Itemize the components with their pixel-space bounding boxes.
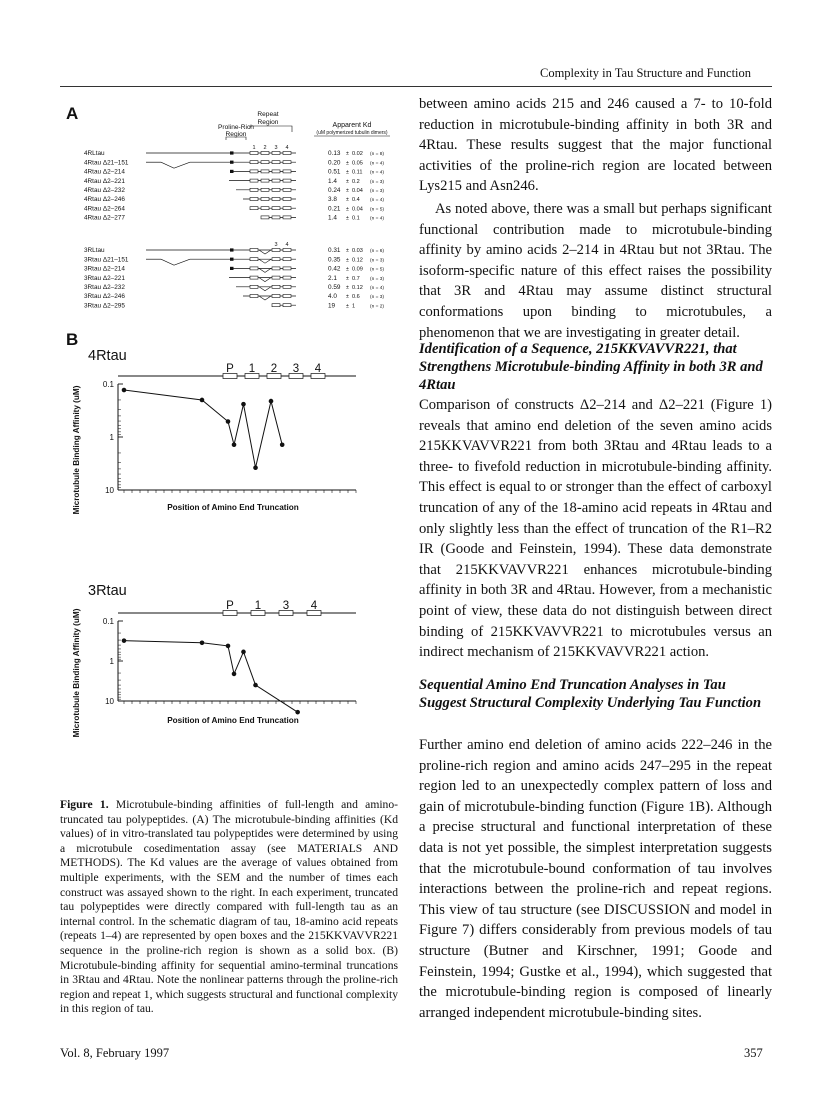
panel-a-letter: A — [66, 104, 79, 123]
chart-title: 3Rtau — [88, 583, 127, 599]
construct-diagram — [229, 179, 296, 182]
panel-b-letter: B — [66, 330, 79, 349]
kd-value: 19 — [328, 302, 336, 310]
y-tick-label: 0.1 — [102, 380, 114, 389]
data-point — [122, 638, 127, 643]
construct-name: 3Rtau Δ2–232 — [84, 284, 125, 291]
kd-plus-minus: ± — [346, 285, 349, 291]
data-point — [200, 398, 205, 403]
y-tick-label: 1 — [109, 433, 114, 442]
kd-value: 3.8 — [328, 196, 337, 204]
region-label: 4 — [310, 600, 318, 612]
kd-n: (n = 5) — [370, 207, 384, 213]
y-tick-label: 10 — [105, 486, 114, 495]
kd-sem: 0.09 — [352, 266, 363, 273]
construct-diagram — [146, 258, 296, 266]
y-tick-label: 0.1 — [102, 617, 114, 626]
data-point — [253, 465, 258, 470]
repeat-number: 4 — [285, 242, 289, 248]
header-rule — [60, 86, 772, 87]
kd-n: (n = 3) — [370, 258, 384, 264]
kd-plus-minus: ± — [346, 151, 349, 158]
data-point — [200, 640, 205, 645]
x-axis-label: Position of Amino End Truncation — [167, 716, 299, 725]
chart-title: 4Rtau — [88, 348, 127, 364]
construct-name: 4Rtau Δ2–246 — [84, 196, 125, 204]
data-point — [295, 710, 300, 715]
kd-value: 4.0 — [328, 293, 337, 301]
kd-sem: 0.6 — [352, 294, 360, 301]
construct-name: 4Rtau Δ2–264 — [84, 205, 125, 213]
kd-plus-minus: ± — [346, 266, 349, 273]
repeat-number: 1 — [252, 145, 256, 151]
kd-n: (n = 3) — [370, 179, 384, 185]
kd-sem: 0.05 — [352, 160, 363, 167]
kd-sem: 0.1 — [352, 215, 360, 222]
kd-sem: 0.04 — [352, 206, 363, 213]
kd-n: (n = 4) — [370, 198, 384, 204]
data-point — [280, 442, 285, 447]
paragraph-2: As noted above, there was a small but perhaps significant functional contribution made to microtubule-binding affinity by amino acids 2–214 in 4Rtau but not 3Rtau. The isoform-specific nature of this effect raises the possibility that 3R and 4Rtau may assume distinct structural conformations upon binding to microtubules, a phenomenon that we are investigating in greater detail. — [419, 200, 772, 341]
y-axis-label: Microtubule Binding Affinity (uM) — [72, 608, 81, 738]
construct-diagram — [243, 295, 296, 301]
kd-n: (n = 3) — [370, 276, 384, 282]
repeat-region-label-2: Region — [257, 119, 279, 126]
region-label: 1 — [254, 600, 262, 612]
kd-n: (n = 4) — [370, 161, 384, 167]
kd-plus-minus: ± — [346, 275, 349, 282]
paragraph-4 — [419, 735, 772, 1023]
kd-n: (n = 8) — [370, 152, 384, 158]
paragraph-3 — [419, 395, 772, 663]
data-point — [241, 402, 246, 407]
kd-value: 0.24 — [328, 187, 341, 194]
figure-caption — [60, 798, 398, 1017]
repeat-number: 2 — [263, 145, 267, 151]
data-point — [232, 672, 237, 677]
kd-sem: 1 — [352, 303, 356, 310]
data-point — [241, 650, 246, 655]
kd-plus-minus: ± — [346, 303, 349, 310]
construct-diagram — [146, 248, 296, 254]
data-point — [253, 683, 258, 688]
kd-sem: 0.12 — [352, 285, 363, 291]
construct-diagram — [146, 151, 296, 154]
construct-diagram — [230, 267, 296, 273]
section-heading-2: Sequential Amino End Truncation Analyses in Tau Suggest Structural Complexity Underlying Tau Function — [419, 677, 762, 711]
kd-value: 0.20 — [328, 159, 341, 167]
y-tick-label: 1 — [109, 657, 114, 666]
kd-sem: 0.11 — [352, 169, 363, 176]
construct-name: 4Rtau Δ21–151 — [84, 159, 129, 167]
right-column — [419, 94, 772, 343]
data-point — [226, 644, 231, 649]
kd-value: 0.51 — [328, 168, 341, 176]
repeat-number: 4 — [285, 145, 289, 151]
kd-plus-minus: ± — [346, 197, 349, 204]
page-number: 357 — [744, 1046, 763, 1060]
repeat-region-label: Repeat — [257, 111, 279, 118]
region-label: 3 — [282, 600, 290, 612]
kd-n: (n = 4) — [370, 170, 384, 176]
data-point — [232, 442, 237, 447]
construct-name: 3Rtau Δ2–246 — [84, 293, 125, 301]
kd-plus-minus: ± — [346, 160, 349, 167]
kd-value: 1.4 — [328, 214, 337, 222]
region-label: 4 — [314, 363, 322, 375]
kd-value: 0.35 — [328, 256, 341, 264]
y-axis-label: Microtubule Binding Affinity (uM) — [72, 385, 81, 515]
kd-sem: 0.03 — [352, 248, 363, 255]
construct-name: 4Rtau Δ2–232 — [84, 187, 125, 194]
region-label: 2 — [270, 363, 278, 375]
kd-plus-minus: ± — [346, 215, 349, 222]
kd-plus-minus: ± — [346, 178, 349, 185]
construct-name: 4RLtau — [84, 150, 105, 158]
kd-value: 2.1 — [328, 274, 337, 282]
construct-name: 3RLtau — [84, 247, 105, 255]
construct-name: 4Rtau Δ2–277 — [84, 214, 125, 222]
kd-plus-minus: ± — [346, 248, 349, 255]
kd-value: 0.59 — [328, 284, 341, 291]
running-head: Complexity in Tau Structure and Function — [540, 66, 752, 80]
kd-n: (n = 3) — [370, 295, 384, 301]
construct-diagram — [146, 161, 296, 169]
kd-value: 0.42 — [328, 265, 341, 273]
construct-name: 4Rtau Δ2–214 — [84, 168, 125, 176]
footer-volume: Vol. 8, February 1997 — [60, 1046, 170, 1060]
kd-plus-minus: ± — [346, 188, 349, 194]
kd-value: 0.13 — [328, 150, 341, 158]
caption-text: Microtubule-binding affinities of full-length and amino-truncated tau polypeptides. (A) The microtubule-binding affinities (Kd values) of in vitro-translated tau polypeptides were determined by using a microtubule cosedimentation assay (see MATERIALS AND METHODS). The Kd values are the average of values obtained from multiple experiments, with the SEM and the number of times each construct was assayed shown to the right. In each experiment, truncated tau polypeptides were directly compared with full-length tau as an internal control. In the schematic diagram of tau, 18-amino acid repeats (repeats 1–4) are represented by open boxes and the 215KKVAVVR221 sequence in the proline-rich region is shown as a solid box. (B) Microtubule-binding affinity for sequential amino-terminal truncations in 3Rtau and 4Rtau. Note the nonlinear patterns through the proline-rich region and repeat 1, which suggests structural and functional complexity in this region of tau. — [60, 798, 399, 1016]
paragraph-1: between amino acids 215 and 246 caused a 7- to 10-fold reduction in microtubule-binding affinity in both 3R and 4Rtau. These results suggest that the major functional activities of the proline-rich region are located between Lys215 and Asn246. — [419, 96, 772, 195]
construct-diagram — [236, 188, 296, 191]
kd-plus-minus: ± — [346, 294, 349, 301]
kd-n: (n = 4) — [370, 216, 384, 222]
kd-n: (n = 3) — [370, 189, 384, 194]
y-tick-label: 10 — [105, 697, 114, 706]
repeat-number: 3 — [274, 145, 278, 151]
construct-diagram — [243, 198, 296, 201]
kd-n: (n = 2) — [370, 304, 384, 310]
region-label: P — [226, 600, 234, 612]
chart-3rtau — [60, 575, 400, 755]
proline-rich-label: Proline-Rich — [218, 124, 254, 131]
construct-diagram — [272, 304, 296, 307]
construct-diagram — [230, 170, 296, 173]
region-label: 3 — [292, 363, 300, 375]
construct-name: 3Rtau Δ2–221 — [84, 274, 125, 282]
construct-name: 3Rtau Δ21–151 — [84, 256, 129, 264]
kd-value: 0.31 — [328, 247, 341, 255]
construct-name: 3Rtau Δ2–214 — [84, 265, 125, 273]
kd-plus-minus: ± — [346, 206, 349, 213]
construct-diagram — [261, 216, 296, 219]
kd-value: 1.4 — [328, 177, 337, 185]
construct-diagram — [250, 207, 296, 210]
kd-sem: 0.2 — [352, 178, 360, 185]
kd-value: 0.21 — [328, 205, 341, 213]
section-heading-1: Identification of a Sequence, 215KKVAVVR221, that Strengthens Microtubule-binding Affinity in both 3R and 4Rtau — [419, 341, 763, 393]
repeat-number: 3 — [274, 242, 278, 248]
kd-sem: 0.12 — [352, 257, 363, 264]
kd-plus-minus: ± — [346, 257, 349, 264]
paragraph-4-text: Further amino end deletion of amino acids 222–246 in the proline-rich region and amino acids 247–295 in the repeat region led to an unexpectedly complex pattern of loss and gain of microtubule-binding function (Figure 1B). Although a precise structural and functional interpretation of these data is not yet possible, the simplest interpretation suggests that the microtubule-bound conformation of tau involves interactions between the proline-rich and repeat regions. This view of tau structure (see DISCUSSION and model in Figure 7) differs considerably from previous models of tau structure (Butner and Kirschner, 1991; Goode and Feinstein, 1994; Gustke et al., 1994), which suggested that the microtubule-binding region is composed of linearly arranged independent microtubule-binding sites. — [419, 737, 772, 1021]
construct-name: 3Rtau Δ2–295 — [84, 302, 125, 310]
kd-n: (n = 4) — [370, 286, 384, 291]
kd-sem: 0.04 — [352, 188, 363, 194]
chart-4rtau — [60, 340, 400, 520]
data-point — [226, 419, 231, 424]
construct-name: 4Rtau Δ2–221 — [84, 177, 125, 185]
apparent-kd-label: Apparent Kd — [332, 122, 372, 129]
region-label: P — [226, 363, 234, 375]
kd-sem: 0.4 — [352, 197, 360, 204]
kd-sem: 0.7 — [352, 275, 360, 282]
kd-n: (n = 5) — [370, 267, 384, 273]
region-label: 1 — [248, 363, 256, 375]
construct-diagram — [236, 285, 296, 291]
proline-rich-label-2: Region — [225, 131, 247, 138]
panel-a-schematic — [60, 110, 400, 320]
kd-units-label: (uM polymerized tubulin dimers) — [316, 130, 388, 136]
construct-diagram — [229, 276, 296, 282]
kd-sem: 0.02 — [352, 151, 363, 158]
kd-n: (n = 6) — [370, 249, 384, 255]
caption-label: Figure 1. — [60, 798, 109, 811]
data-point — [269, 399, 274, 404]
kd-plus-minus: ± — [346, 169, 349, 176]
x-axis-label: Position of Amino End Truncation — [167, 503, 299, 512]
data-point — [122, 388, 127, 393]
paragraph-3-text: Comparison of constructs Δ2–214 and Δ2–221 (Figure 1) reveals that amino end deletion of the seven amino acids 215KKVAVVR221 from both 3Rtau and 4Rtau leads to a three- to fivefold reduction in microtubule-binding affinity. This effect is equal to or stronger than the effect of carboxyl truncation of any of the 18-amino acid repeats in 4Rtau and only slightly less than the effect of truncation of the R1–R2 IR (Goode and Feinstein, 1994). These data demonstrate that 215KKVAVVR221 enhances microtubule-binding affinity in both 3R and 4Rtau. However, from a mechanistic point of view, these data do not distinguish between direct binding of 215KKVAVVR221 to microtubules versus an indirect mechanism of 215KKVAVVR221 action. — [419, 397, 772, 661]
